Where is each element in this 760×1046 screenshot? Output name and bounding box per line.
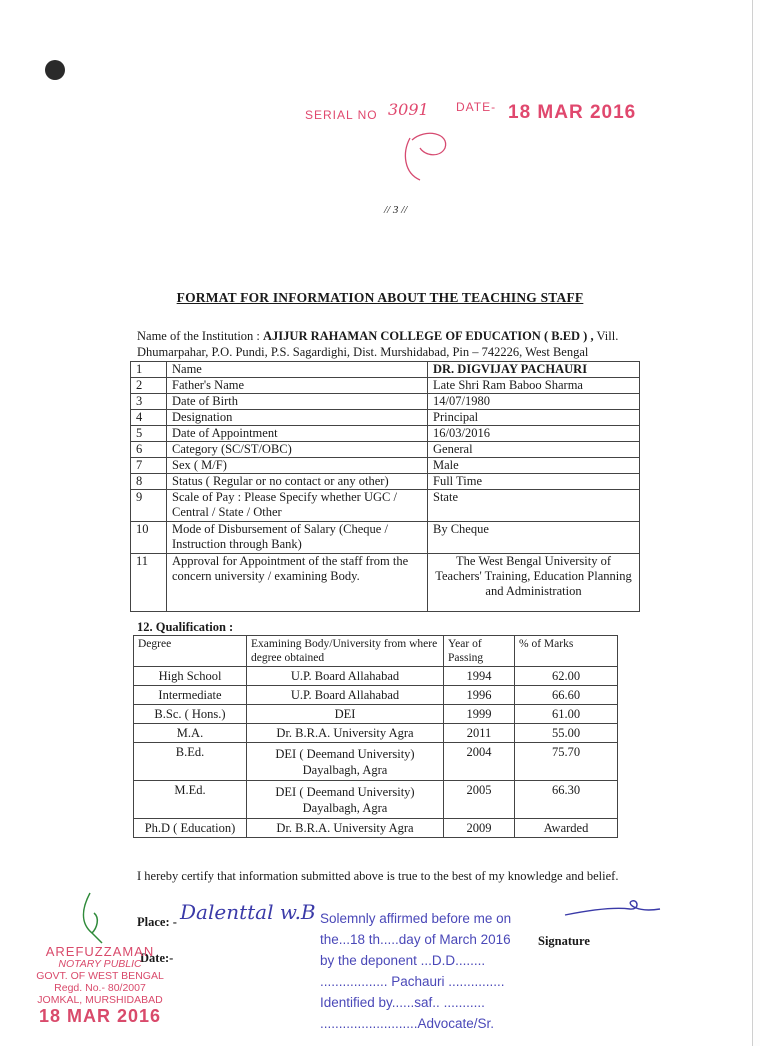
row-label: Designation <box>167 410 428 426</box>
cell-degree: Intermediate <box>134 686 247 705</box>
table-row <box>131 426 640 442</box>
row-label: Category (SC/ST/OBC) <box>167 442 428 458</box>
cell-body: DEI ( Deemand University) Dayalbagh, Agra <box>247 781 444 819</box>
cell-body: DEI ( Deemand University) Dayalbagh, Agra <box>247 743 444 781</box>
row-label: Sex ( M/F) <box>167 458 428 474</box>
cell-degree: B.Ed. <box>134 743 247 781</box>
serial-number: 3091 <box>388 100 429 119</box>
signature-scribble <box>560 895 670 925</box>
institution-name: AJIJUR RAHAMAN COLLEGE OF EDUCATION ( B.ED ) , <box>263 329 594 343</box>
notary-signature-scribble <box>72 888 112 948</box>
page-number: // 3 // <box>384 204 408 216</box>
cell-year: 2011 <box>444 724 515 743</box>
cell-year: 1996 <box>444 686 515 705</box>
row-number: 3 <box>131 394 167 410</box>
row-label: Date of Birth <box>167 394 428 410</box>
header-marks: % of Marks <box>515 636 618 667</box>
cell-degree: M.Ed. <box>134 781 247 819</box>
cell-body: Dr. B.R.A. University Agra <box>247 819 444 838</box>
row-value: 16/03/2016 <box>428 426 640 442</box>
notary-date: 18 MAR 2016 <box>38 1006 162 1026</box>
row-value: DR. DIGVIJAY PACHAURI <box>428 362 640 378</box>
table-row <box>131 554 640 612</box>
place-label: Place: - <box>137 915 177 929</box>
row-value: State <box>428 490 640 522</box>
row-number: 5 <box>131 426 167 442</box>
notary-regd: Regd. No.- 80/2007 <box>54 982 146 994</box>
table-row <box>131 394 640 410</box>
row-number: 4 <box>131 410 167 426</box>
cell-degree: High School <box>134 667 247 686</box>
institution-address: Dhumarpahar, P.O. Pundi, P.S. Sagardighi, Dist. Murshidabad, Pin – 742226, West Bengal <box>137 345 589 359</box>
cell-year: 1994 <box>444 667 515 686</box>
date-label: Date:- <box>140 951 174 965</box>
row-value: 14/07/1980 <box>428 394 640 410</box>
row-label: Status ( Regular or no contact or any other) <box>167 474 428 490</box>
serial-label: SERIAL NO <box>305 108 378 122</box>
row-number: 8 <box>131 474 167 490</box>
cell-body: Dr. B.R.A. University Agra <box>247 724 444 743</box>
row-number: 2 <box>131 378 167 394</box>
table-row <box>131 474 640 490</box>
row-number: 1 <box>131 362 167 378</box>
row-value: Full Time <box>428 474 640 490</box>
notary-name: AREFUZZAMAN <box>45 944 155 959</box>
row-label: Date of Appointment <box>167 426 428 442</box>
cell-year: 1999 <box>444 705 515 724</box>
document-title: FORMAT FOR INFORMATION ABOUT THE TEACHING STAFF <box>176 290 584 305</box>
affirmation-line: Solemnly affirmed before me on <box>320 911 512 926</box>
header-year: Year of Passing <box>444 636 515 667</box>
serial-handwriting-mark <box>390 118 470 188</box>
row-number: 6 <box>131 442 167 458</box>
affirmation-line: the...18 th.....day of March 2016 <box>320 932 511 947</box>
table-row <box>131 490 640 522</box>
punch-hole <box>45 60 65 80</box>
table-row <box>134 667 618 686</box>
cell-degree: M.A. <box>134 724 247 743</box>
institution-label: Name of the Institution : <box>137 329 260 343</box>
row-number: 9 <box>131 490 167 522</box>
table-row <box>131 362 640 378</box>
table-row <box>134 743 618 781</box>
cell-marks: 66.60 <box>515 686 618 705</box>
affirmation-line: .................. Pachauri ............... <box>320 974 505 989</box>
cell-marks: 66.30 <box>515 781 618 819</box>
affirmation-line: Identified by......saf.. ........... <box>320 995 485 1010</box>
cell-year: 2009 <box>444 819 515 838</box>
cell-year: 2005 <box>444 781 515 819</box>
row-number: 11 <box>131 554 167 612</box>
affirmation-stamp <box>320 908 511 1034</box>
stamp-date-value: 18 MAR 2016 <box>508 102 637 123</box>
table-row <box>131 442 640 458</box>
cell-marks: 61.00 <box>515 705 618 724</box>
row-value: General <box>428 442 640 458</box>
affirmation-line: by the deponent ...D.D........ <box>320 953 486 968</box>
table-row <box>131 378 640 394</box>
table-row <box>134 686 618 705</box>
header-body: Examining Body/University from where degree obtained <box>247 636 444 667</box>
notary-place: JOMKAL, MURSHIDABAD <box>37 994 163 1006</box>
notary-stamp <box>0 944 200 1026</box>
table-row <box>134 724 618 743</box>
row-value: Male <box>428 458 640 474</box>
row-number: 7 <box>131 458 167 474</box>
cell-body: DEI <box>247 705 444 724</box>
cell-year: 2004 <box>444 743 515 781</box>
cell-body: U.P. Board Allahabad <box>247 667 444 686</box>
table-row <box>134 705 618 724</box>
certification-statement: I hereby certify that information submitted above is true to the best of my knowledge and belief. <box>137 869 619 883</box>
row-value: By Cheque <box>428 522 640 554</box>
row-value: Late Shri Ram Baboo Sharma <box>428 378 640 394</box>
affirmation-line: ..........................Advocate/Sr. <box>320 1016 495 1031</box>
institution-address-start: Vill. <box>596 329 619 343</box>
qualification-heading: 12. Qualification : <box>137 620 234 634</box>
row-label: Approval for Appointment of the staff from the concern university / examining Body. <box>167 554 428 612</box>
staff-info-table <box>130 361 640 612</box>
row-value: The West Bengal University of Teachers' Training, Education Planning and Administration <box>428 554 640 612</box>
qualification-table <box>133 635 618 838</box>
cell-degree: Ph.D ( Education) <box>134 819 247 838</box>
notary-title: NOTARY PUBLIC <box>58 958 142 970</box>
header-degree: Degree <box>134 636 247 667</box>
institution-line <box>137 329 618 344</box>
table-row <box>131 458 640 474</box>
cell-degree: B.Sc. ( Hons.) <box>134 705 247 724</box>
row-label: Father's Name <box>167 378 428 394</box>
table-header-row <box>134 636 618 667</box>
cell-body: U.P. Board Allahabad <box>247 686 444 705</box>
cell-marks: 55.00 <box>515 724 618 743</box>
table-row <box>134 819 618 838</box>
row-label: Scale of Pay : Please Specify whether UGC / Central / State / Other <box>167 490 428 522</box>
notary-govt: GOVT. OF WEST BENGAL <box>36 970 164 982</box>
cell-marks: Awarded <box>515 819 618 838</box>
row-value: Principal <box>428 410 640 426</box>
table-row <box>134 781 618 819</box>
row-number: 10 <box>131 522 167 554</box>
row-label: Mode of Disbursement of Salary (Cheque / Instruction through Bank) <box>167 522 428 554</box>
cell-marks: 62.00 <box>515 667 618 686</box>
stamp-date-label: DATE- <box>456 100 497 114</box>
row-label: Name <box>167 362 428 378</box>
serial-stamp <box>300 100 640 140</box>
cell-marks: 75.70 <box>515 743 618 781</box>
signature-label: Signature <box>538 934 590 948</box>
place-handwritten-value: Dalenttal w.B <box>180 900 316 924</box>
table-row <box>131 522 640 554</box>
table-row <box>131 410 640 426</box>
